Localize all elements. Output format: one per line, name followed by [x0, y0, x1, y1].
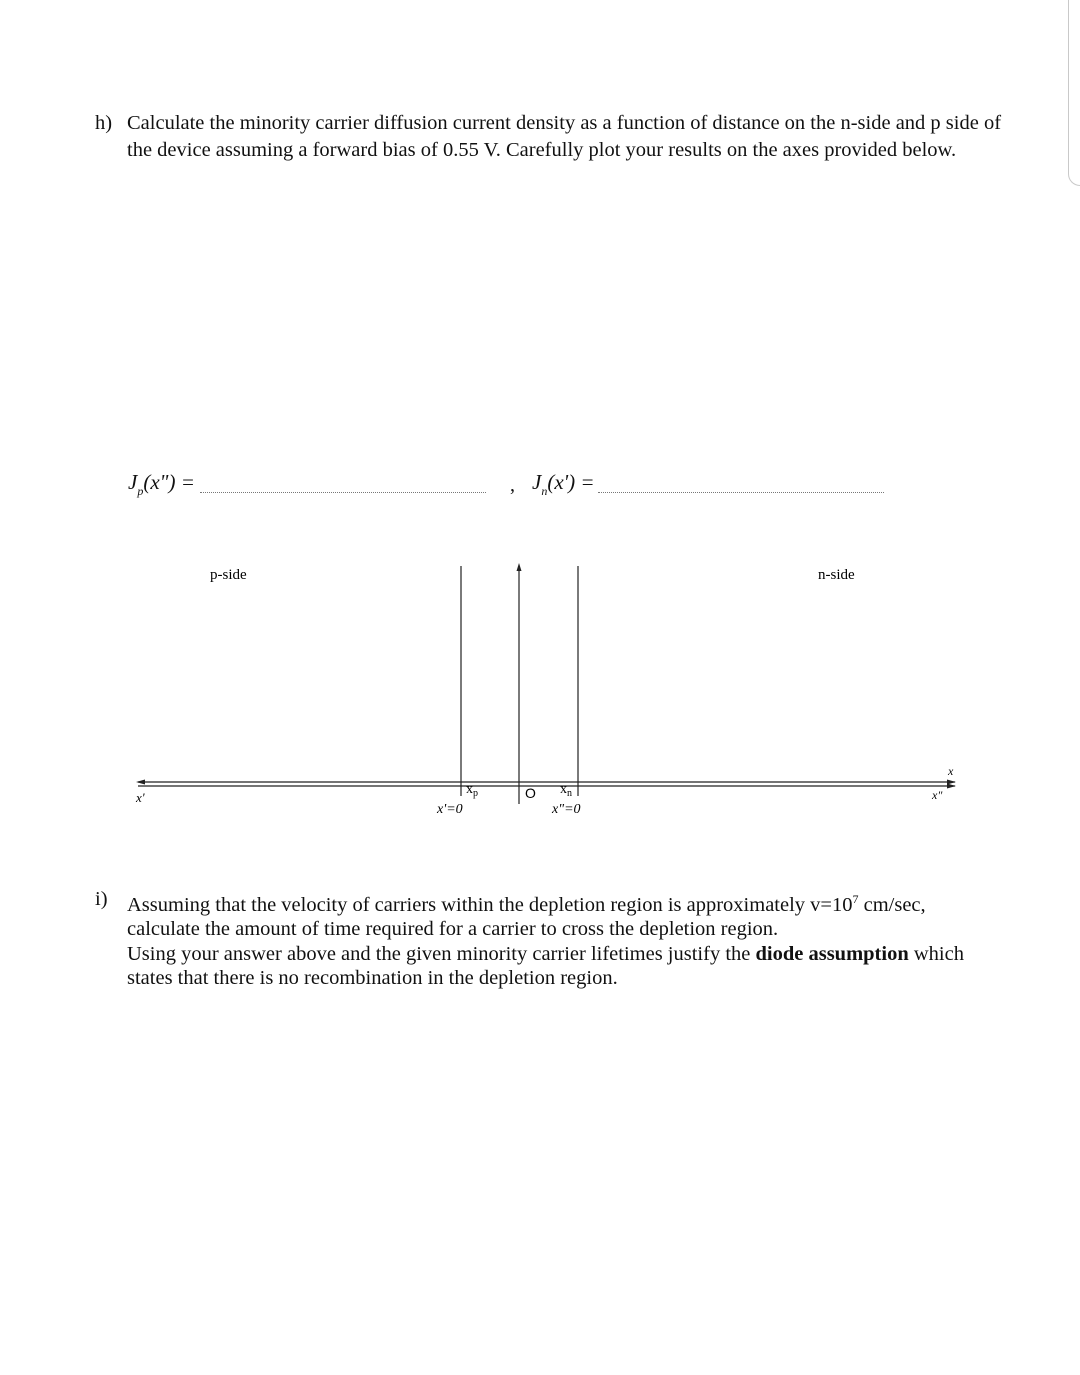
jn-subscript: n: [541, 484, 548, 498]
n-side-label: n-side: [818, 567, 855, 583]
jn-symbol: J: [532, 470, 542, 494]
jp-subscript: p: [137, 484, 144, 498]
left-axis-label: x': [136, 790, 145, 805]
xn-label: $x_n$: [560, 782, 572, 799]
question-h-label: h): [95, 112, 113, 134]
origin-label: O: [525, 785, 536, 801]
xp-label: $x_p$: [466, 782, 478, 799]
question-i-line-3: Using your answer above and the given minority carrier lifetimes justify the diode assumption which: [127, 942, 964, 965]
right-arrowhead-lower: [947, 784, 956, 789]
question-i: [95, 887, 1025, 991]
p-side-label: p-side: [210, 567, 247, 583]
right-axis-label-top: x: [948, 764, 954, 778]
x-prime-zero-label: x'=0: [437, 802, 463, 817]
formula-separator: ,: [510, 474, 515, 496]
x-double-prime-zero-label: x"=0: [552, 802, 581, 817]
question-i-text: [127, 887, 1025, 991]
right-arrowhead-upper: [947, 780, 956, 785]
vertical-axis-arrowhead: [517, 563, 522, 571]
diode-assumption-term: diode assumption: [755, 942, 909, 965]
right-axis-label-bottom: x": [932, 788, 943, 802]
jn-argument: (x') =: [547, 470, 595, 494]
question-i-line-2: calculate the amount of time required for a carrier to cross the depletion region.: [127, 918, 779, 941]
left-arrowhead: [136, 780, 145, 785]
question-h-text: Calculate the minority carrier diffusion current density as a function of distance on the n-side and p side of the device assuming a forward bias of 0.55 V. Carefully plot your results on the axes provided below.: [127, 112, 1002, 161]
jp-argument: (x") =: [143, 470, 195, 494]
question-i-line-1: Assuming that the velocity of carriers within the depletion region is approximately $v=10^7$ cm/sec,: [127, 892, 926, 916]
jp-symbol: J: [128, 470, 138, 494]
question-i-label: i): [95, 888, 108, 910]
question-i-line-4: states that there is no recombination in the depletion region.: [127, 967, 618, 990]
